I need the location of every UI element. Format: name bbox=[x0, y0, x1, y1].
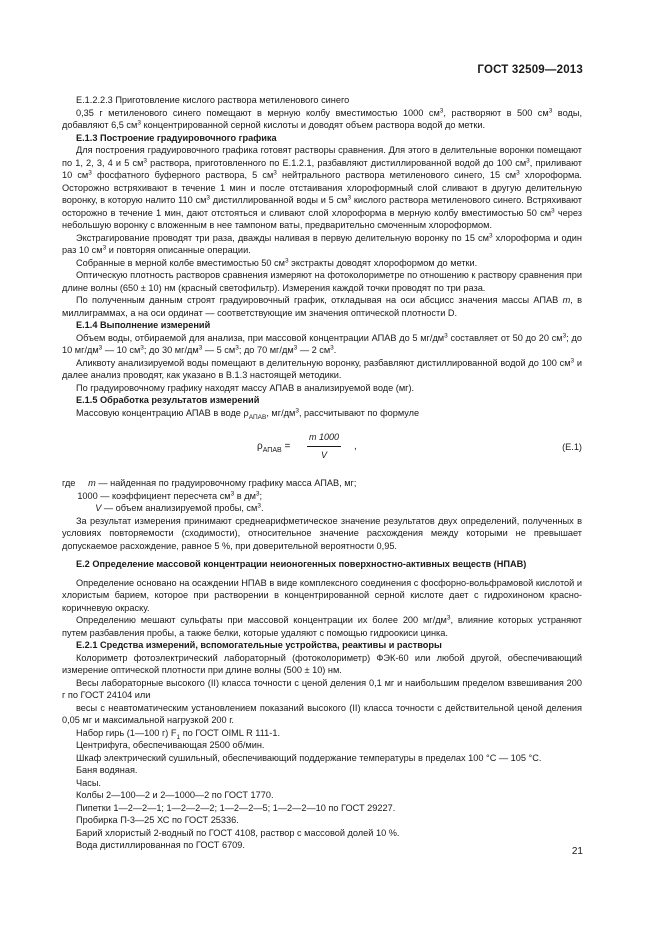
section-heading: Е.2 Определение массовой концентрации неионогенных поверхностно-активных веществ (НПАВ) bbox=[76, 559, 527, 569]
paragraph: Е.1.2.2.3 Приготовление кислого раствора метиленового синего bbox=[76, 95, 350, 105]
paragraph: По полученным данным строят градуировочный график, откладывая на оси абсцисс значения массы АПАВ m, в миллиграммах, а на оси ординат — соответствующие им значения оптической плотности D. bbox=[62, 295, 582, 318]
formula-fraction bbox=[307, 431, 341, 461]
page-number: 21 bbox=[571, 846, 583, 857]
formula-lhs: $\rho_{АПАВ}$ = bbox=[257, 441, 291, 454]
paragraph: Массовую концентрацию АПАВ в воде $\rho_{АПАВ}$, $мг/дм^3$, рассчитывают по формуле bbox=[76, 407, 420, 421]
formula-legend bbox=[62, 477, 582, 515]
legend-row: где m — найденная по градуировочному графику масса АПАВ, мг; bbox=[62, 478, 357, 488]
section-heading: Е.2.1 Средства измерений, вспомогательные устройства, реактивы и растворы bbox=[76, 640, 442, 650]
paragraph: весы с неавтоматическим установлением показаний высокого (II) класса точности с действительной ценой деления 0,05 мг и максимальной нагрузкой 200 г. bbox=[62, 702, 582, 725]
section-e2-text bbox=[62, 515, 582, 852]
paragraph: Оптическую плотность растворов сравнения измеряют на фотоколориметре по отношению к раствору сравнения при длине волны (650 ± 10) нм (красный светофильтр). Измерения каждой точки проводят по три раза. bbox=[62, 270, 582, 293]
formula-e1 bbox=[62, 429, 582, 469]
paragraph: Колориметр фотоэлектрический лабораторный (фотоколориметр) ФЭК-60 или любой другой, обеспечивающий измерение оптической плотности при длине волны (500 ± 10) нм. bbox=[62, 652, 582, 675]
paragraph: Шкаф электрический сушильный, обеспечивающий поддержание температуры в пределах 100 °С — 105 °С. bbox=[76, 752, 542, 763]
paragraph: Пипетки 1—2—2—1; 1—2—2—2; 1—2—2—5; 1—2—2—10 по ГОСТ 29227. bbox=[76, 802, 396, 813]
section-heading: Е.1.4 Выполнение измерений bbox=[76, 320, 211, 330]
formula-comma: , bbox=[354, 441, 357, 452]
standard-header: ГОСТ 32509—2013 bbox=[477, 64, 583, 76]
section-e1-text bbox=[62, 94, 582, 419]
section-heading: Е.1.5 Обработка результатов измерений bbox=[76, 395, 260, 405]
paragraph: Набор гирь (1—100 г) $F_1$ по ГОСТ OIML R 111-1. bbox=[76, 727, 280, 741]
paragraph: Собранные в мерной колбе вместимостью 50 $см^3$ экстракты доводят хлороформом до метки. bbox=[76, 257, 478, 268]
paragraph: Пробирка П-3—25 ХС по ГОСТ 25336. bbox=[76, 815, 239, 825]
paragraph: По градуировочному графику находят массу АПАВ в анализируемой воде (мг). bbox=[76, 382, 415, 393]
paragraph: Центрифуга, обеспечивающая 2500 об/мин. bbox=[76, 740, 265, 750]
paragraph: Весы лабораторные высокого (II) класса точности с ценой деления 0,1 мг и наибольшим пределом взвешивания 200 г по ГОСТ 24104 или bbox=[62, 677, 582, 700]
formula-numerator: m 1000 bbox=[307, 431, 341, 447]
formula-denominator: V bbox=[321, 449, 328, 460]
paragraph: Аликвоту анализируемой воды помещают в делительную воронку, разбавляют дистиллированной водой до 100 $см^3$ и далее анализ проводят, как указано в В.1.3 настоящей методики. bbox=[62, 357, 582, 380]
legend-row: 1000 — коэффициент пересчета $см^3$ в $дм^3$; bbox=[62, 490, 263, 501]
paragraph: Часы. bbox=[76, 777, 101, 788]
paragraph: Экстрагирование проводят три раза, дважды наливая в первую делительную воронку по 15 $см^3$ хлороформа и один раз 10 $см^3$ и повторяя описанные операции. bbox=[62, 232, 583, 255]
paragraph: Колбы 2—100—2 и 2—1000—2 по ГОСТ 1770. bbox=[76, 790, 274, 800]
paragraph: Барий хлористый 2-водный по ГОСТ 4108, раствор с массовой долей 10 %. bbox=[76, 827, 400, 838]
paragraph: Баня водяная. bbox=[76, 765, 138, 775]
paragraph: Объем воды, отбираемой для анализа, при массовой концентрации АПАВ до 5 $мг/дм^3$ составляет от 50 до 20 $см^3$; до 10 $мг/дм^3$ — 10 $см^3$; до 30 $мг/дм^3$ — 5 $см^3$; до 70 $мг/дм^3$ — 2 $см^3$. bbox=[62, 332, 583, 355]
paragraph: Определению мешают сульфаты при массовой концентрации их более 200 $мг/дм^3$, влияние которых устраняют путем разбавления пробы, а также белки, которые удаляют с помощью гидроокиси цинка. bbox=[62, 614, 582, 638]
paragraph: Вода дистиллированная по ГОСТ 6709. bbox=[76, 840, 245, 850]
paragraph: Для построения градуировочного графика готовят растворы сравнения. Для этого в делительные воронки помещают по 1, 2, 3, 4 и 5 $см^3$ раствора, приготовленного по Е.1.2.1, разбавляют дистиллированной водой до 100 $см^3$, приливают 10 $см^3$ фосфатного буферного раствора, 5 $см^3$ нейтрального раствора метиленового синего, 15 $см^3$ хлороформа. Осторожно встряхивают в течение 1 мин и после отстаивания хлороформный слой сливают в другую делительную воронку, в которую налито 110 $см^3$ дистиллированной воды и 5 $см^3$ кислого раствора метиленового синего. Встряхивают осторожно в течение 1 мин, дают отстояться и сливают слой хлороформа в мерную колбу вместимостью 50 $см^3$ через небольшую воронку с вложенным в нее тампоном ваты, предварительно смоченным хлороформом. bbox=[62, 145, 583, 230]
document-body bbox=[62, 94, 582, 852]
formula-number: (Е.1) bbox=[562, 442, 582, 452]
paragraph: За результат измерения принимают среднеарифметическое значение результатов двух определений, полученных в условиях повторяемости (сходимости), относительное значение расхождения между которыми не превышает допускаемое расхождение, равное 5 %, при доверительной вероятности 0,95. bbox=[62, 515, 582, 551]
section-heading: Е.1.3 Построение градуировочного графика bbox=[76, 132, 277, 143]
legend-row: V — объем анализируемой пробы, $см^3$. bbox=[95, 502, 264, 513]
paragraph: 0,35 г метиленового синего помещают в мерную колбу вместимостью 1000 $см^3$, растворяют в 500 $см^3$ воды, добавляют 6,5 $см^3$ концентрированной серной кислоты и доводят объем раствора водой до метки. bbox=[62, 107, 582, 130]
paragraph: Определение основано на осаждении НПАВ в виде комплексного соединения с фосфорно-вольфрамовой кислотой и хлористым барием, которое при растворении в концентрированной серной кислоте дает с гидрохиноном красно-коричневую окраску. bbox=[62, 577, 582, 613]
